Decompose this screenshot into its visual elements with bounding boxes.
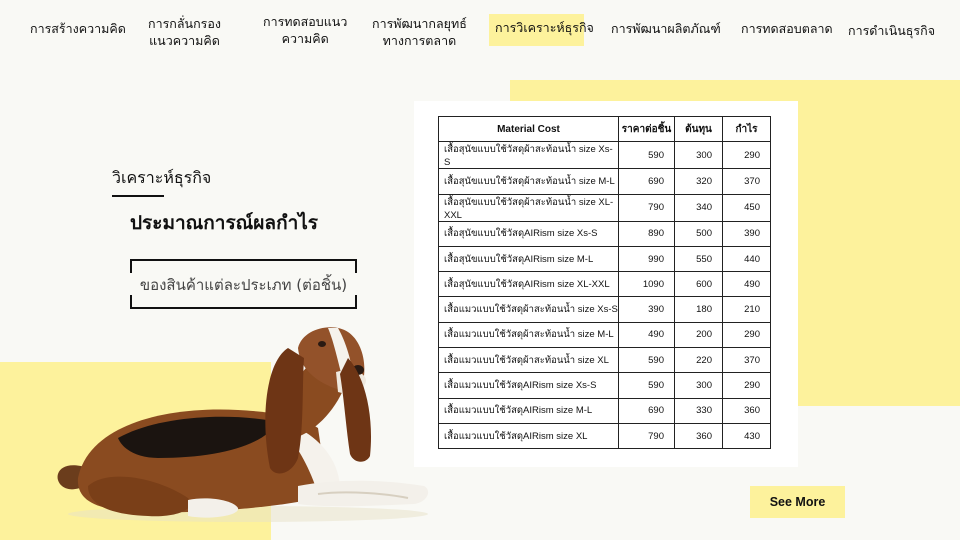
nav-item-concept-testing[interactable] [263,13,347,47]
cell-price: 590 [619,142,675,169]
nav-item-label: ทางการตลาด [382,33,457,48]
basset-hound-dog-illustration [48,318,438,530]
table-row [439,398,771,423]
cell-cost: 320 [675,169,723,194]
cell-cost: 220 [675,348,723,373]
cell-price: 890 [619,221,675,246]
see-more-button[interactable]: See More [750,486,845,518]
cell-profit: 290 [723,322,771,347]
cell-material: เสื้อสุนัขแบบใช้วัสดุผ้าสะท้อนน้ำ size Xs-S [439,142,619,169]
cell-profit: 370 [723,348,771,373]
cell-cost: 600 [675,272,723,297]
cell-cost: 360 [675,423,723,448]
nav-item-label: แนวความคิด [149,33,220,48]
cell-material: เสื้อสุนัขแบบใช้วัสดุAIRism size Xs-S [439,221,619,246]
cell-cost: 300 [675,373,723,398]
cell-cost: 300 [675,142,723,169]
nav-item-business-analysis[interactable]: การวิเคราะห์ธุรกิจ [489,14,584,46]
cell-cost: 200 [675,322,723,347]
cell-price: 690 [619,398,675,423]
nav-item-idea-screening[interactable] [148,15,221,49]
cost-table-card [414,101,798,467]
page-title: ประมาณการณ์ผลกำไร [130,212,319,234]
cell-profit: 290 [723,373,771,398]
section-label: วิเคราะห์ธุรกิจ [112,168,212,187]
cell-material: เสื้อแมวแบบใช้วัสดุAIRism size M-L [439,398,619,423]
table-row [439,272,771,297]
nav-item-commercialization[interactable]: การดำเนินธุรกิจ [848,23,936,38]
cell-material: เสื้อแมวแบบใช้วัสดุผ้าสะท้อนน้ำ size Xs-S [439,297,619,322]
nav-item-label: การพัฒนากลยุทธ์ [372,16,467,31]
top-nav [0,0,960,60]
cell-profit: 290 [723,142,771,169]
header-price: ราคาต่อชิ้น [619,117,675,142]
frame-corner-tr [355,259,357,273]
table-row [439,169,771,194]
nav-item-marketing-strategy[interactable] [372,15,467,49]
frame-corner-br [355,295,357,309]
cell-profit: 450 [723,194,771,221]
nav-item-label: การทดสอบแนว [263,14,348,29]
cell-price: 590 [619,373,675,398]
subtitle-frame [130,259,357,309]
table-row [439,221,771,246]
frame-corner-bl [130,295,132,309]
cell-material: เสื้อแมวแบบใช้วัสดุผ้าสะท้อนน้ำ size M-L [439,322,619,347]
cell-profit: 490 [723,272,771,297]
cell-cost: 500 [675,221,723,246]
header-material-cost: Material Cost [439,117,619,142]
table-row [439,348,771,373]
header-profit: กำไร [723,117,771,142]
cell-material: เสื้อสุนัขแบบใช้วัสดุผ้าสะท้อนน้ำ size XL-XXL [439,194,619,221]
table-header-row [439,117,771,142]
cell-cost: 330 [675,398,723,423]
section-underline [112,195,164,197]
table-row [439,297,771,322]
cell-profit: 390 [723,221,771,246]
cell-profit: 440 [723,246,771,271]
frame-line-top [130,259,357,261]
nav-item-ideation[interactable]: การสร้างความคิด [30,21,126,36]
table-row [439,194,771,221]
cell-cost: 340 [675,194,723,221]
header-cost: ต้นทุน [675,117,723,142]
cell-price: 1090 [619,272,675,297]
cell-material: เสื้อสุนัขแบบใช้วัสดุผ้าสะท้อนน้ำ size M-L [439,169,619,194]
table-row [439,142,771,169]
cell-profit: 370 [723,169,771,194]
page-subtitle: ของสินค้าแต่ละประเภท (ต่อชิ้น) [139,276,348,294]
cell-profit: 360 [723,398,771,423]
frame-corner-tl [130,259,132,273]
cell-price: 790 [619,194,675,221]
nav-item-label: ความคิด [281,31,329,46]
cell-price: 590 [619,348,675,373]
cell-material: เสื้อสุนัขแบบใช้วัสดุAIRism size XL-XXL [439,272,619,297]
frame-line-bottom [130,307,357,309]
cell-material: เสื้อสุนัขแบบใช้วัสดุAIRism size M-L [439,246,619,271]
cell-profit: 430 [723,423,771,448]
cell-material: เสื้อแมวแบบใช้วัสดุผ้าสะท้อนน้ำ size XL [439,348,619,373]
table-row [439,423,771,448]
cell-price: 990 [619,246,675,271]
nav-item-product-development[interactable]: การพัฒนาผลิตภัณฑ์ [611,21,721,36]
cell-cost: 180 [675,297,723,322]
table-row [439,322,771,347]
table-body [439,142,771,449]
cell-profit: 210 [723,297,771,322]
nav-item-test-marketing[interactable]: การทดสอบตลาด [741,21,833,36]
cell-price: 790 [619,423,675,448]
nav-item-label: การกลั่นกรอง [148,16,221,31]
cell-price: 490 [619,322,675,347]
cell-cost: 550 [675,246,723,271]
cell-material: เสื้อแมวแบบใช้วัสดุAIRism size Xs-S [439,373,619,398]
cell-price: 390 [619,297,675,322]
cell-price: 690 [619,169,675,194]
cost-table [438,116,771,449]
table-row [439,246,771,271]
cell-material: เสื้อแมวแบบใช้วัสดุAIRism size XL [439,423,619,448]
table-row [439,373,771,398]
